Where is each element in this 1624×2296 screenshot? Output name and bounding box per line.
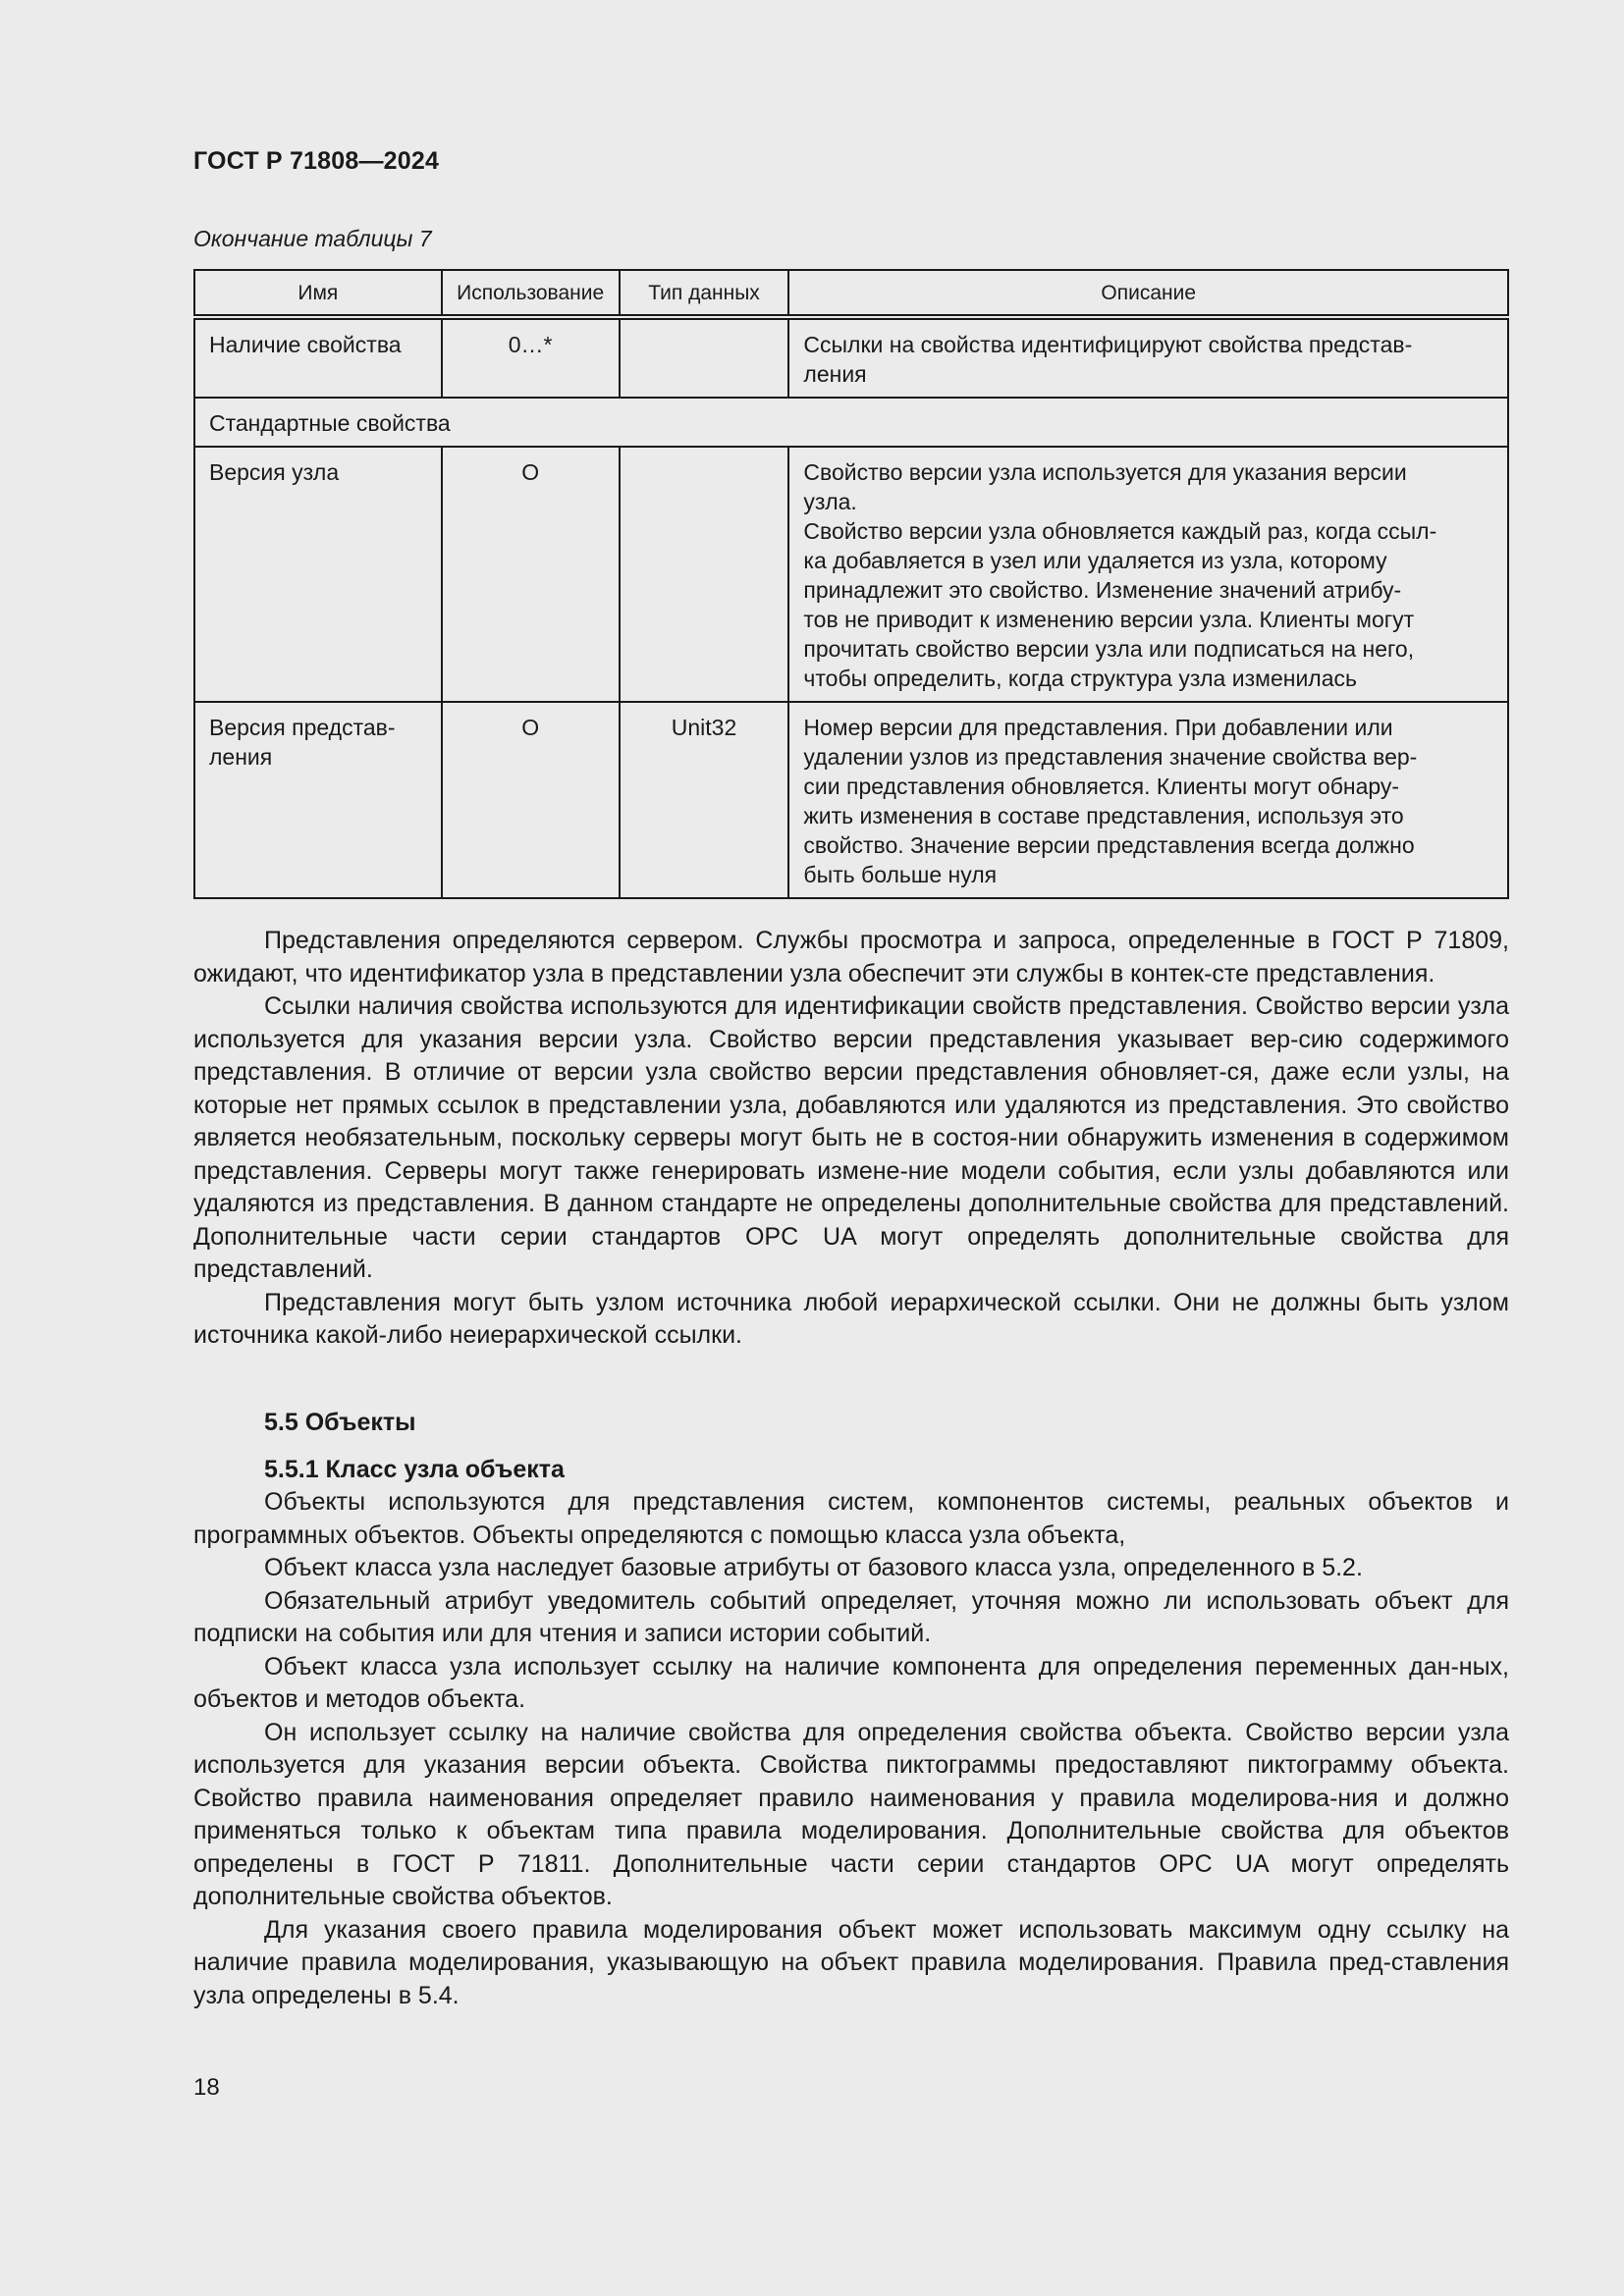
column-header-usage: Использование — [442, 270, 620, 317]
cell-usage: 0…* — [442, 317, 620, 398]
paragraph: Представления могут быть узлом источника любой иерархической ссылки. Они не должны быть узлом источника какой-либо неиерархической ссылки. — [193, 1288, 1509, 1349]
subsection-heading: 5.5.1 Класс узла объекта — [264, 1455, 565, 1483]
cell-name: Версия представ- ления — [194, 702, 442, 898]
cell-datatype: Unit32 — [620, 702, 789, 898]
cell-usage: O — [442, 447, 620, 702]
cell-usage: O — [442, 702, 620, 898]
paragraph: Ссылки наличия свойства используются для идентификации свойств представления. Свойство версии узла используется для указания версии узла. Свойство версии представления указывает вер-сию содержимого представления. В отличие от версии узла свойство версии представления обновляет-ся, даже если узлы, на которые нет прямых ссылок в представлении узла, добавляются или удаляются из представления. Это свойство является необязательным, поскольку серверы могут быть не в состоя-нии обнаружить изменения в содержимом представления. Серверы могут также генерировать измене-ние модели события, если узлы добавляются или удаляются из представления. В данном стандарте не определены дополнительные свойства для представлений. Дополнительные части серии стандартов OPC UA могут определять дополнительные свойства для представлений. — [193, 992, 1509, 1283]
table-row — [194, 702, 1508, 898]
cell-name: Наличие свойства — [194, 317, 442, 398]
paragraph: Объект класса узла использует ссылку на наличие компонента для определения переменных дан-ных, объектов и методов объекта. — [193, 1652, 1509, 1713]
paragraph: Обязательный атрибут уведомитель событий определяет, уточняя можно ли использовать объект для подписки на события или для чтения и записи истории событий. — [193, 1586, 1509, 1647]
body-text-objects — [193, 1407, 1509, 2012]
table-header-row — [194, 270, 1508, 317]
table-caption: Окончание таблицы 7 — [193, 226, 432, 251]
column-header-name: Имя — [194, 270, 442, 317]
cell-datatype — [620, 447, 789, 702]
table-row — [194, 447, 1508, 702]
cell-description: Ссылки на свойства идентифицируют свойства представ- ления — [788, 317, 1508, 398]
table-row — [194, 317, 1508, 398]
column-header-datatype: Тип данных — [620, 270, 789, 317]
cell-name: Версия узла — [194, 447, 442, 702]
paragraph: Для указания своего правила моделирования объект может использовать максимум одну ссылку на наличие правила моделирования, указывающую на объект правила моделирования. Правила пред-ставления узла определены в 5.4. — [193, 1915, 1509, 2009]
paragraph: Представления определяются сервером. Службы просмотра и запроса, определенные в ГОСТ Р 71809, ожидают, что идентификатор узла в представлении узла обеспечит эти службы в контек-сте представления. — [193, 927, 1509, 988]
page-number: 18 — [193, 2074, 220, 2101]
cell-datatype — [620, 317, 789, 398]
cell-section-title: Стандартные свойства — [194, 398, 1508, 447]
paragraph: Объекты используются для представления систем, компонентов системы, реальных объектов и программных объектов. Объекты определяются с помощью класса узла объекта, — [193, 1488, 1509, 1549]
cell-description: Свойство версии узла используется для указания версии узла. Свойство версии узла обновляется каждый раз, когда ссыл- ка добавляется в узел или удаляется из узла, которому принадлежит это свойство. Изменение значений атрибу- тов не приводит к изменению версии узла. Клиенты могут прочитать свойство версии узла или подписаться на него, чтобы определить, когда структура узла изменилась — [788, 447, 1508, 702]
column-header-description: Описание — [788, 270, 1508, 317]
section-heading: 5.5 Объекты — [264, 1409, 416, 1436]
properties-table — [193, 269, 1509, 899]
table-section-row — [194, 398, 1508, 447]
cell-description: Номер версии для представления. При добавлении или удалении узлов из представления значение свойства вер- сии представления обновляется. Клиенты могут обнару- жить изменения в составе представления, используя это свойство. Значение версии представления всегда должно быть больше нуля — [788, 702, 1508, 898]
paragraph: Объект класса узла наследует базовые атрибуты от базового класса узла, определенного в 5.2. — [264, 1554, 1363, 1581]
document-header: ГОСТ Р 71808—2024 — [193, 147, 440, 175]
paragraph: Он использует ссылку на наличие свойства для определения свойства объекта. Свойство версии узла используется для указания версии объекта. Свойства пиктограммы предоставляют пиктограмму объекта. Свойство правила наименования определяет правило наименования у правила моделирова-ния и должно применяться только к объектам типа правила моделирования. Дополнительные свойства для объектов определены в ГОСТ Р 71811. Дополнительные части серии стандартов OPC UA могут определять дополнительные свойства объектов. — [193, 1718, 1509, 1910]
body-text-views — [193, 925, 1509, 1353]
